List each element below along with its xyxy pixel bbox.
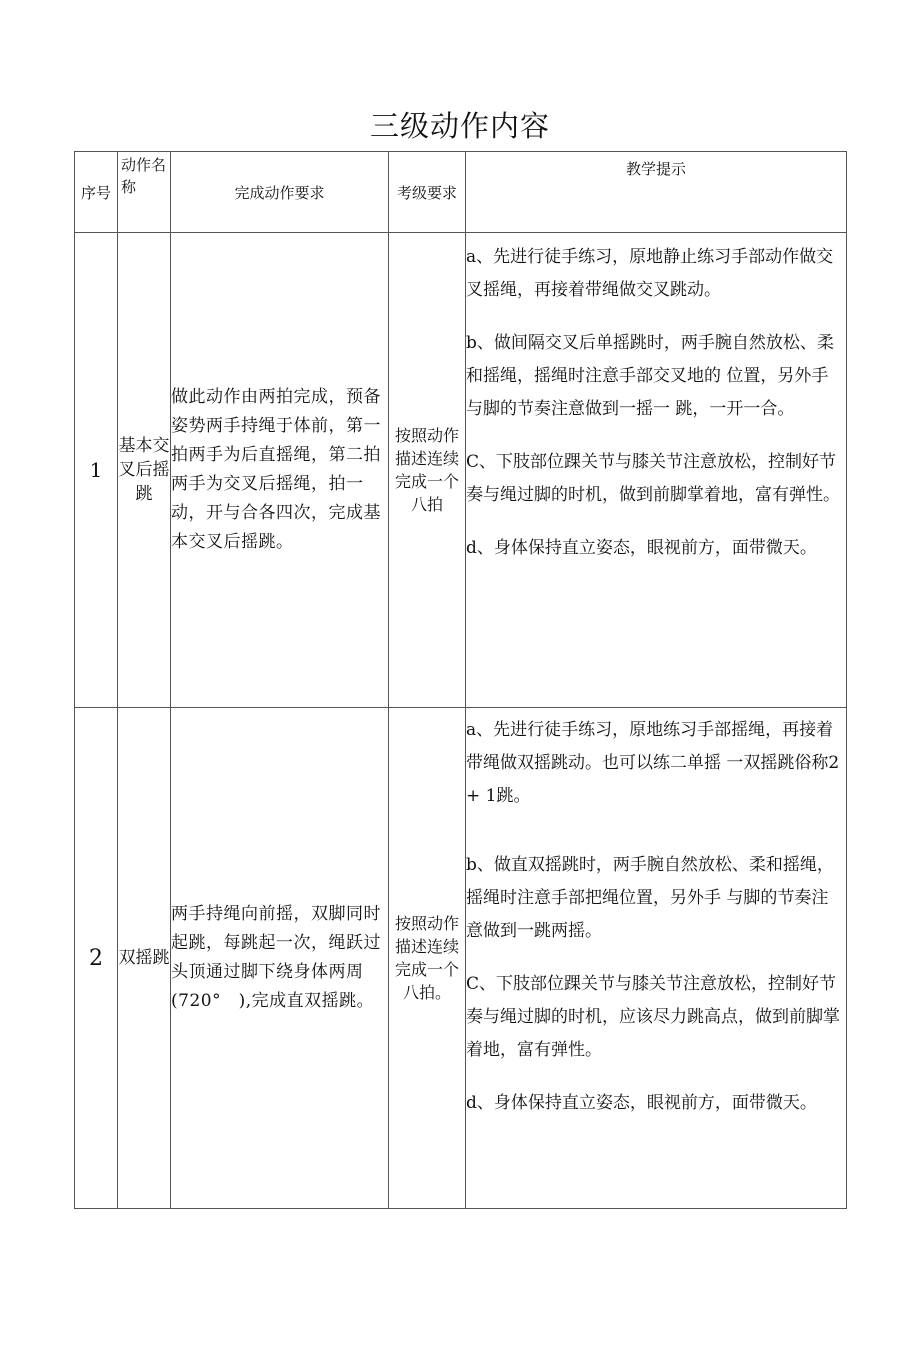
table-row	[75, 233, 847, 708]
tip-item: d、身体保持直立姿态，眼视前方，面带微天。	[466, 1093, 817, 1113]
row-requirement: 两手持绳向前摇，双脚同时起跳，每跳起一次，绳跃过头顶通过脚下绕身体两周(720° ),完成直双摇跳。	[171, 708, 389, 1209]
row-tips	[466, 233, 847, 708]
header-tips: 教学提示	[466, 152, 847, 233]
tip-item: a、先进行徒手练习，原地练习手部摇绳，再接着带绳做双摇跳动。也可以练二单摇 一双摇跳俗称2 + 1跳。	[466, 720, 840, 806]
tip-item: C、下肢部位踝关节与膝关节注意放松，控制好节奏与绳过脚的时机，做到前脚掌着地，富有弹性。	[466, 452, 840, 505]
row-action-name: 双摇跳	[118, 708, 171, 1209]
table-header-row	[75, 152, 847, 233]
tip-item: a、先进行徒手练习，原地静止练习手部动作做交叉摇绳，再接着带绳做交叉跳动。	[466, 247, 834, 300]
row-grading: 按照动作描述连续完成一个八拍	[389, 233, 466, 708]
row-tips	[466, 708, 847, 1209]
header-requirement: 完成动作要求	[171, 152, 389, 233]
row-requirement: 做此动作由两拍完成，预备姿势两手持绳于体前，第一拍两手为后直摇绳，第二拍两手为交叉后摇绳，拍一动，开与合各四次，完成基本交叉后摇跳。	[171, 233, 389, 708]
tip-item: b、做间隔交叉后单摇跳时，两手腕自然放松、柔和摇绳，摇绳时注意手部交叉地的 位置，另外手与脚的节奏注意做到一摇一 跳，一开一合。	[466, 333, 834, 419]
header-name: 动作名称	[118, 152, 171, 233]
row-seq: 2	[75, 708, 118, 1209]
table-row	[75, 708, 847, 1209]
row-seq: 1	[75, 233, 118, 708]
row-action-name: 基本交叉后摇跳	[118, 233, 171, 708]
row-grading: 按照动作描述连续完成一个八拍。	[389, 708, 466, 1209]
tip-item: d、身体保持直立姿态，眼视前方，面带微天。	[466, 538, 817, 558]
header-seq: 序号	[75, 152, 118, 233]
page-title: 三级动作内容	[369, 109, 550, 143]
tip-item: C、下肢部位踝关节与膝关节注意放松，控制好节奏与绳过脚的时机，应该尽力跳高点，做到前脚掌着地，富有弹性。	[466, 974, 840, 1060]
header-grading: 考级要求	[389, 152, 466, 233]
tip-item: b、做直双摇跳时，两手腕自然放松、柔和摇绳，摇绳时注意手部把绳位置，另外手 与脚的节奏注意做到一跳两摇。	[466, 855, 834, 941]
content-table	[74, 151, 847, 1209]
